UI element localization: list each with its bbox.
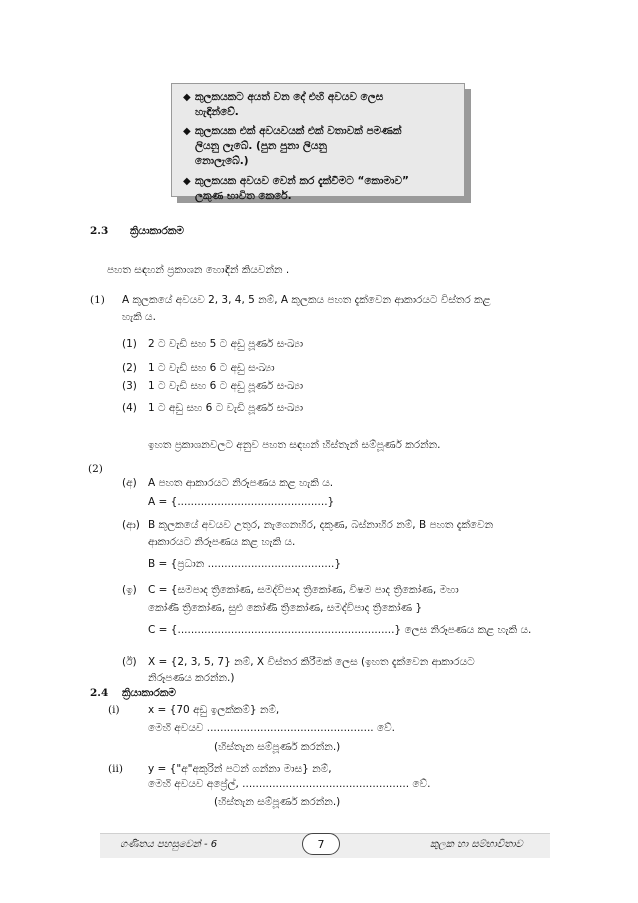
- part-text: ආකාරයට නිරූපණය කළ හැකි ය.: [148, 536, 296, 548]
- part-text: කෝණී ත්‍රිකෝණ, සුළු කෝණී ත්‍රිකෝණ, සමද්විපාද ත්‍රිකෝණ }: [148, 602, 423, 614]
- option-text: 1 ට අඩු සහ 6 ට වැඩි පූර්ණ සංඛ්‍යා: [148, 402, 304, 414]
- option-text: 1 ට වැඩි සහ 6 ට අඩු පූර්ණ සංඛ්‍යා: [148, 380, 304, 392]
- item-number: (i): [108, 704, 120, 716]
- footer-book-title: ගණිතය පහසුවෙන් - 6: [120, 839, 218, 850]
- part-text: X = {2, 3, 5, 7} නම්, X විස්තර කිරීමක් ලෙස (ඉහත දැක්වෙන ආකාරයට: [148, 656, 475, 668]
- note-line: කුලකයක අවයව වෙන් කර දැක්වීමට “කොමාව”: [195, 175, 409, 187]
- section-title: ක්‍රියාකාරකම: [130, 225, 184, 237]
- item-number: (ii): [108, 763, 123, 775]
- question-text: හැකි ය.: [122, 311, 156, 323]
- diamond-bullet-icon: ◆: [183, 92, 191, 103]
- note-line: කුලකයක එක් අවයවයක් එක් වතාවක් පමණක්: [195, 125, 402, 137]
- section-title: ක්‍රියාකාරකම: [122, 687, 176, 699]
- option-text: 2 ට වැඩි සහ 5 ට අඩු පූර්ණ සංඛ්‍යා: [148, 338, 304, 350]
- question-text: A කුලකයේ අවයව 2, 3, 4, 5 නම්, A කුලකය පහත දැක්වෙන ආකාරයට විස්තර කළ: [122, 294, 491, 306]
- section-number: 2.3: [90, 225, 109, 237]
- option-text: 1 ට වැඩි සහ 6 ට අඩු සංඛ්‍යා: [148, 362, 275, 374]
- part-text: B කුලකයේ අවයව උතුර, නැගෙනහිර, දකුණ, බස්නාහිර නම්, B පහත දැක්වෙන: [148, 519, 494, 531]
- note-line: හැඳින්වේ.: [195, 106, 239, 118]
- note-bullet-2: [183, 124, 402, 169]
- option-number: (1): [122, 338, 137, 350]
- footer-chapter-title: කුලක හා සම්භාවිතාව: [430, 839, 523, 850]
- item-instruction: (හිස්තැන සම්පූර්ණ කරන්න.): [214, 796, 341, 808]
- diamond-bullet-icon: ◆: [183, 176, 191, 187]
- section-number: 2.4: [90, 687, 109, 699]
- intro-text: පහත සඳහන් ප්‍රකාශන හොඳින් කියවන්න .: [107, 264, 290, 276]
- item-text: y = {"අ"අකුරින් පටන් ගන්නා මාස} නම්,: [148, 763, 332, 775]
- note-line: කුලකයකට අයත් වන දේ එහි අවයව ලෙස: [195, 91, 384, 103]
- item-text: x = {70 අඩු ඉලක්කම්} නම්,: [148, 704, 280, 716]
- page-number: 7: [302, 833, 340, 855]
- part-text: නිරූපණය කරන්න.): [148, 672, 235, 684]
- note-line: ලියනු ලැබේ. (පුන පුනා ලියනු: [195, 140, 327, 152]
- item-instruction: (හිස්තැන සම්පූර්ණ කරන්න.): [214, 741, 341, 753]
- question-number: (1): [90, 294, 105, 306]
- item-text: මෙහි අවයව අප්‍රේල්, .................................................. වේ.: [148, 778, 431, 790]
- note-bullet-1: [183, 90, 384, 120]
- part-text: C = {සමපාද ත්‍රිකෝණ, සමද්විපාද ත්‍රිකෝණ, විෂම පාද ත්‍රිකෝණ, මහා: [148, 584, 459, 596]
- option-number: (3): [122, 380, 137, 392]
- note-line: නොලැබේ.): [195, 155, 249, 167]
- option-number: (2): [122, 362, 137, 374]
- part-label: (ඉ): [122, 584, 137, 596]
- answer-line: C = {.................................................................} ලෙස නිරූපණය කළ හැකි ය.: [148, 624, 532, 636]
- item-text: මෙහි අවයව .................................................. වේ.: [148, 722, 396, 734]
- part-label: (ආ): [122, 519, 140, 531]
- part-label: (ඊ): [122, 656, 137, 668]
- question-number: (2): [88, 463, 103, 475]
- diamond-bullet-icon: ◆: [183, 126, 191, 137]
- answer-line: A = {.............................................}: [148, 496, 335, 508]
- note-bullet-3: [183, 174, 409, 204]
- option-number: (4): [122, 402, 137, 414]
- note-line: ලකුණ භාවිත කෙරේ.: [195, 190, 292, 202]
- instruction-text: ඉහත ප්‍රකාශනවලට අනුව පහත සඳහන් හිස්තැන් සම්පූර්ණ කරන්න.: [148, 439, 441, 451]
- answer-line: B = {ප්‍රධාන ......................................}: [148, 558, 342, 570]
- part-label: (අ): [122, 477, 137, 489]
- part-text: A පහත ආකාරයට නිරූපණය කළ හැකි ය.: [148, 477, 334, 489]
